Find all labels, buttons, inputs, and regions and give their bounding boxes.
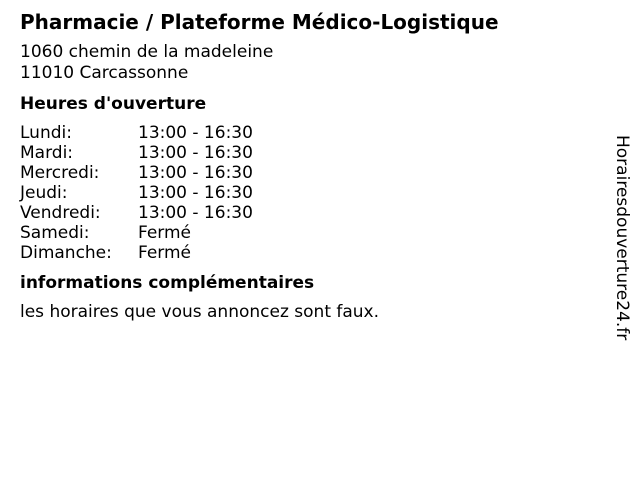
hours-value: 13:00 - 16:30 [138, 183, 253, 203]
day-label: Vendredi: [20, 203, 101, 223]
day-label: Samedi: [20, 223, 90, 243]
hours-row-wednesday [20, 163, 600, 183]
day-label: Jeudi: [20, 183, 68, 203]
pharmacy-card [20, 10, 600, 323]
hours-row-friday [20, 203, 600, 223]
hours-value: Fermé [138, 243, 192, 263]
address-street: 1060 chemin de la madeleine [20, 42, 274, 62]
hours-value: Fermé [138, 223, 192, 243]
day-label: Mercredi: [20, 163, 100, 183]
day-label: Dimanche: [20, 243, 112, 263]
hours-value: 13:00 - 16:30 [138, 163, 253, 183]
hours-row-sunday [20, 243, 600, 263]
hours-heading: Heures d'ouverture [20, 94, 207, 114]
hours-value: 13:00 - 16:30 [138, 123, 253, 143]
hours-row-saturday [20, 223, 600, 243]
info-text: les horaires que vous annoncez sont faux. [20, 302, 380, 322]
hours-row-tuesday [20, 143, 600, 163]
opening-hours-list [20, 123, 600, 263]
page-title: Pharmacie / Plateforme Médico-Logistique [20, 10, 499, 34]
address-city: 11010 Carcassonne [20, 63, 189, 83]
site-watermark: Horairesdouverture24.fr [612, 135, 632, 341]
day-label: Lundi: [20, 123, 72, 143]
hours-row-monday [20, 123, 600, 143]
hours-value: 13:00 - 16:30 [138, 203, 253, 223]
address [20, 42, 600, 84]
hours-value: 13:00 - 16:30 [138, 143, 253, 163]
day-label: Mardi: [20, 143, 74, 163]
info-heading: informations complémentaires [20, 273, 315, 293]
hours-row-thursday [20, 183, 600, 203]
